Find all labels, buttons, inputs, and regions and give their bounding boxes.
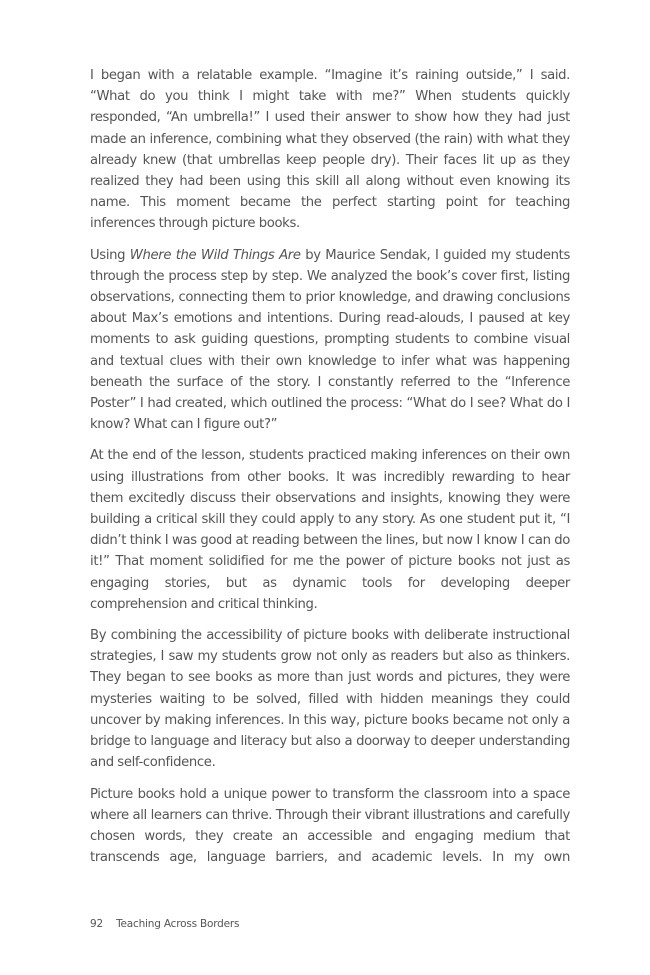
page-number: 92 xyxy=(90,918,103,930)
body-text xyxy=(90,65,570,878)
paragraph-3: At the end of the lesson, students practiced making inferences on their own using illustrations from other books. It was incredibly rewarding to hear them excitedly discuss their observations and insights, knowing they were building a critical skill they could apply to any story. As one student put it, “I didn’t think I was good at reading between the lines, but now I know I can do it!” That moment solidified for me the power of picture books not just as engaging stories, but as dynamic tools for developing deeper comprehension and critical thinking. xyxy=(90,448,570,612)
paragraph-2-rest: by Maurice Sendak, I guided my students through the process step by step. We analyzed the book’s cover first, listing observations, connecting them to prior knowledge, and drawing conclusions about Max’s emotions and intentions. During read-alouds, I paused at key moments to ask guiding questions, prompting students to combine visual and textual clues with their own knowledge to infer what was happening beneath the surface of the story. I constantly referred to the “Inference Poster” I had created, which outlined the process: “What do I see? What do I know? What can I figure out?” xyxy=(90,247,570,433)
book-title: Where the Wild Things Are xyxy=(129,247,301,263)
paragraph-2-lead: Using xyxy=(90,247,130,263)
paragraph-4: By combining the accessibility of picture books with deliberate instructional strategies, I saw my students grow not only as readers but also as thinkers. They began to see books as more than just words and pictures, they were mysteries waiting to be solved, filled with hidden meanings they could uncover by making inferences. In this way, picture books became not only a bridge to language and literacy but also a doorway to deeper understanding and self-confidence. xyxy=(90,628,570,771)
page-footer xyxy=(90,918,239,930)
paragraph-1: I began with a relatable example. “Imagine it’s raining outside,” I said. “What do you think I might take with me?” When students quickly responded, “An umbrella!” I used their answer to show how they had just made an inference, combining what they observed (the rain) with what they already knew (that umbrellas keep people dry). Their faces lit up as they realized they had been using this skill all along without even knowing its name. This moment became the perfect starting point for teaching inferences through picture books. xyxy=(90,68,570,232)
paragraph-2 xyxy=(90,245,570,436)
paragraph-5: Picture books hold a unique power to transform the classroom into a space where all learners can thrive. Through their vibrant illustrations and carefully chosen words, they create an accessible and engaging medium that transcends age, language barriers, and academic levels. In my own xyxy=(90,786,570,866)
running-footer-title: Teaching Across Borders xyxy=(116,918,240,930)
